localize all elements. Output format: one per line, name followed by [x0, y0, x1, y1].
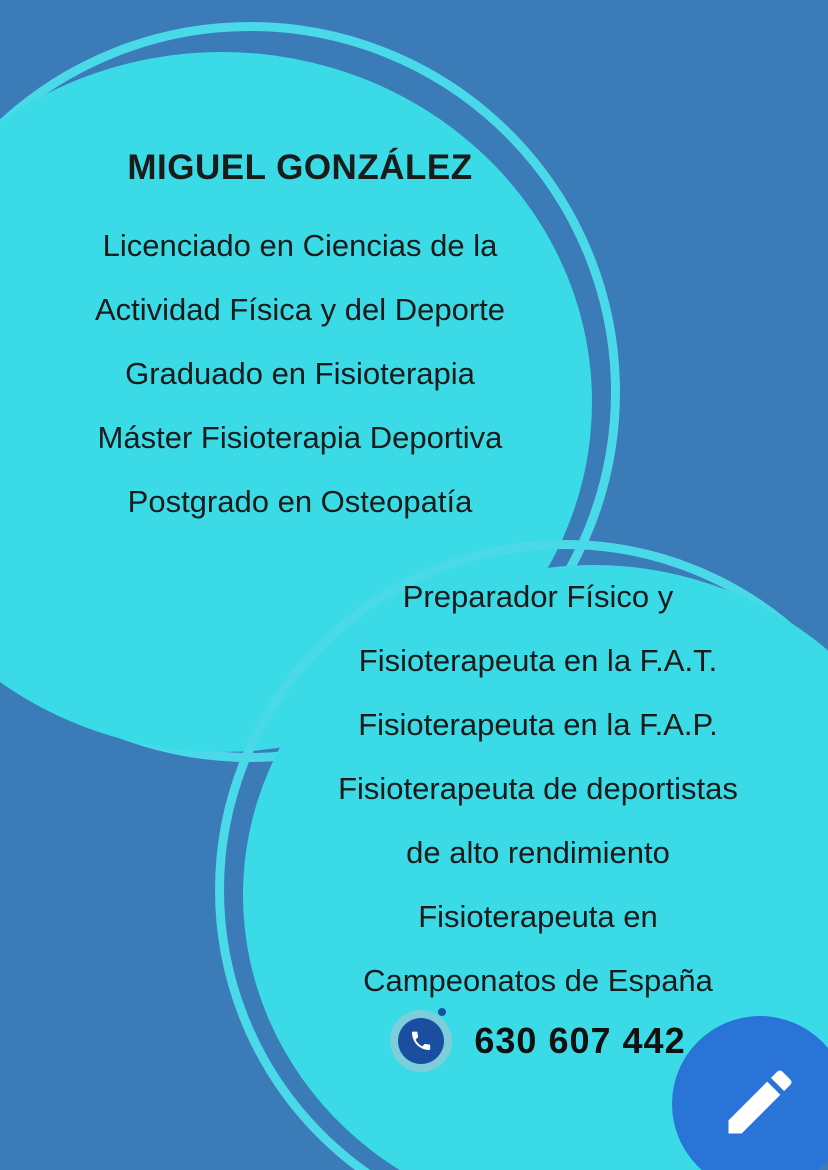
phone-number[interactable]: 630 607 442	[474, 1020, 686, 1061]
credential-line: Postgrado en Osteopatía	[127, 484, 473, 519]
person-name: MIGUEL GONZÁLEZ	[127, 148, 473, 187]
credential-line: Graduado en Fisioterapia	[125, 356, 475, 391]
phone-icon	[390, 1010, 452, 1072]
experience-line: Fisioterapeuta en la F.A.T.	[358, 643, 718, 678]
experience-line: Fisioterapeuta en la F.A.P.	[358, 707, 718, 742]
experience-line: de alto rendimiento	[406, 835, 670, 870]
credentials-bottom-block	[268, 565, 808, 1013]
credential-line: Máster Fisioterapia Deportiva	[97, 420, 503, 455]
credential-line: Licenciado en Ciencias de la	[102, 228, 498, 263]
pencil-icon	[718, 1060, 802, 1144]
experience-line: Campeonatos de España	[363, 963, 713, 998]
credentials-top-block	[0, 148, 600, 534]
experience-line: Fisioterapeuta de deportistas	[338, 771, 738, 806]
experience-line: Preparador Físico y	[402, 579, 674, 614]
experience-line: Fisioterapeuta en	[418, 899, 658, 934]
credential-line: Actividad Física y del Deporte	[94, 292, 506, 327]
